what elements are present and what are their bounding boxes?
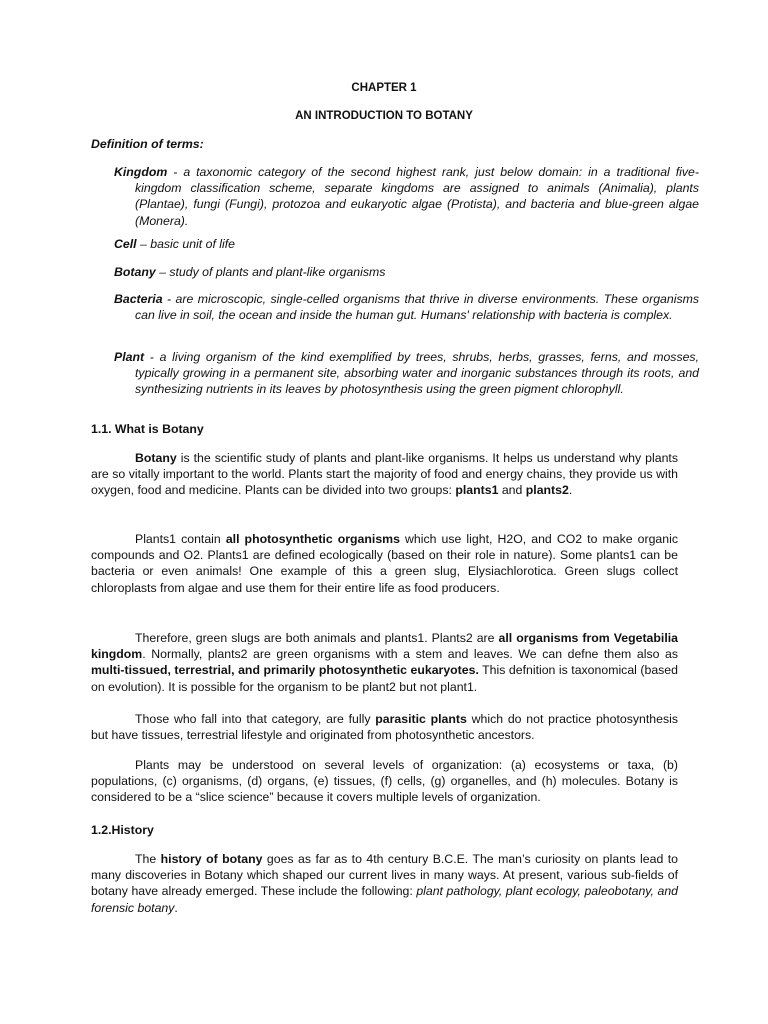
body-text: Plants1 contain xyxy=(135,532,226,546)
definition-term: Cell xyxy=(114,237,137,251)
bold-text: all organisms from Vegetabilia kingdom xyxy=(91,631,678,662)
definition-plant xyxy=(114,349,699,398)
definitions-heading: Definition of terms: xyxy=(91,137,204,151)
definition-term: Plant xyxy=(114,350,145,364)
section-heading-what-is-botany: 1.1. What is Botany xyxy=(91,422,204,436)
paragraph-levels-of-organization xyxy=(91,757,678,806)
paragraph-plants2 xyxy=(91,630,678,695)
paragraph-parasitic-plants xyxy=(91,711,678,743)
definition-term: Kingdom xyxy=(114,165,168,179)
paragraph-botany-intro xyxy=(91,450,678,499)
body-text: which use light, H2O, and CO2 to make organic compounds and O2. Plants1 are defined ecologically (based on their role in nature). Some plants1 can be bacteria or even animals! One example of this a green slug, Elysiachlorotica. Green slugs collect chloroplasts from algae and use them for their entire life as food producers. xyxy=(91,532,678,595)
body-text: Those who fall into that category, are fully xyxy=(135,712,376,726)
body-text: Therefore, green slugs are both animals and plants1. Plants2 are xyxy=(135,631,499,645)
bold-text: all photosynthetic organisms xyxy=(225,532,400,546)
definition-kingdom xyxy=(114,164,699,229)
bold-text: plants2 xyxy=(525,483,569,498)
paragraph-history xyxy=(91,851,678,916)
body-text: which do not practice photosynthesis but have tissues, terrestrial lifestyle and originated from photosynthetic ancestors. xyxy=(91,712,678,743)
bold-text: Botany xyxy=(135,451,177,465)
body-text: This defnition is taxonomical (based on evolution). It is possible for the organism to be plant2 but not plant1. xyxy=(91,663,678,694)
body-text: Plants may be understood on several levels of organization: (a) ecosystems or taxa, (b) populations, (c) organisms, (d) organs, (e) tissues, (f) cells, (g) organelles, and (h) molecules. Botany is considered to be a “slice science” because it covers multiple levels of organization. xyxy=(91,758,678,805)
definition-term: Botany xyxy=(114,265,156,279)
definition-text: - are microscopic, single-celled organisms that thrive in diverse environments. These organisms can live in soil, the ocean and inside the human gut. Humans' relationship with bacteria is complex. xyxy=(135,292,699,323)
italic-text: plant pathology, plant ecology, paleobotany, and forensic botany xyxy=(91,884,678,915)
body-text: . xyxy=(568,483,573,498)
chapter-title: AN INTRODUCTION TO BOTANY xyxy=(295,110,473,122)
paragraph-plants1 xyxy=(91,531,678,596)
body-text: . Normally, plants2 are green organisms with a stem and leaves. We can defne them also as xyxy=(142,647,678,662)
body-text: . xyxy=(174,900,178,915)
definition-botany xyxy=(114,264,699,280)
definition-bacteria xyxy=(114,291,699,323)
body-text: and xyxy=(498,483,526,498)
bold-text: history of botany xyxy=(160,852,263,866)
definition-text: - a living organism of the kind exemplified by trees, shrubs, herbs, grasses, ferns, and mosses, typically growing in a permanent site, absorbing water and inorganic substances through its roots, and synthesizing nutrients in its leaves by photosynthesis using the green pigment chlorophyll. xyxy=(135,350,699,397)
bold-text: multi-tissued, terrestrial, and primarily photosynthetic eukaryotes. xyxy=(91,663,479,678)
body-text: The xyxy=(135,852,161,866)
chapter-label: CHAPTER 1 xyxy=(351,82,417,94)
body-text: goes as far as to 4th century B.C.E. The man’s curiosity on plants lead to many discoveries in Botany which shaped our current lives in many ways. At present, various sub-fields of botany have already emerged. These include the following: xyxy=(91,852,678,899)
definition-term: Bacteria xyxy=(114,292,163,306)
bold-text: parasitic plants xyxy=(375,712,467,726)
bold-text: plants1 xyxy=(455,483,499,498)
definition-cell xyxy=(114,236,699,252)
definition-text: – study of plants and plant-like organisms xyxy=(155,265,386,279)
section-heading-history: 1.2.History xyxy=(91,823,154,837)
body-text: is the scientific study of plants and plant-like organisms. It helps us understand why plants are so vitally important to the world. Plants start the majority of food and energy chains, they provide us with oxygen, food and medicine. Plants can be divided into two groups: xyxy=(91,451,678,498)
definition-text: – basic unit of life xyxy=(136,237,235,251)
definition-text: - a taxonomic category of the second highest rank, just below domain: in a traditional five-kingdom classification scheme, separate kingdoms are assigned to animals (Animalia), plants (Plantae), fungi (Fungi), protozoa and eukaryotic algae (Protista), and bacteria and blue-green algae (Monera). xyxy=(135,165,699,228)
